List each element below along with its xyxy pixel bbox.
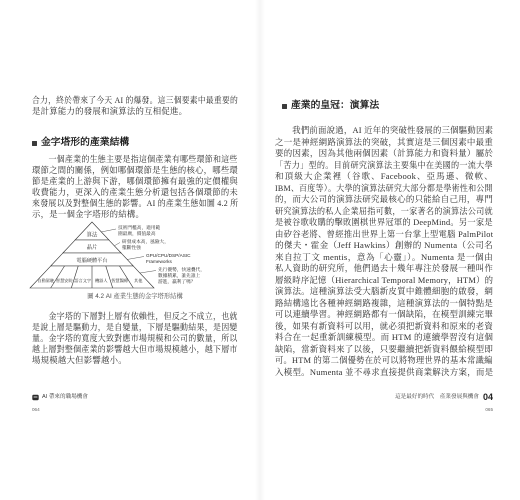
paragraph-line: 收費能力，更深入的產業生態分析還包括各個環節的未 [32, 188, 239, 197]
section-heading [282, 100, 379, 112]
paragraph-line: 環節之間的關係，例如哪個環節是生態的核心，哪些環 [32, 166, 239, 175]
paragraph-line: 「苦力」型的。目前研究演算法主要集中在美國的一流大學 [275, 159, 493, 170]
paragraph-line: 路結構遠比各種神經網路複雜，這種演算法的一個特點是 [275, 297, 494, 308]
paragraph-line: 合力，終於帶來了今天 AI 的爆發。這三個要素中最重要的 [32, 96, 239, 105]
intro-paragraph [32, 95, 238, 117]
paragraph-line: 料合在一起重新訓練模型。而 HTM 的連續學習沒有這個 [275, 332, 494, 342]
page-number: 065 [485, 407, 493, 412]
pyramid-diagram [28, 220, 238, 292]
section-heading-text: 金字塔形的產業結構 [41, 137, 130, 148]
annotation-chip: 研發成本高，風險大， [122, 239, 169, 244]
paragraph-line: 的傑夫・霍金（Jeff Hawkins）創辦的 Numenta（公司名 [275, 240, 493, 250]
application-label: 智慧安防 [55, 278, 73, 283]
paragraph-line: 之一是神經網路演算法的突破，其實這是三個因素中最重 [275, 136, 494, 147]
ecosystem-paragraph [32, 154, 238, 220]
paragraph-line: 是說上層是驅動力，是自變量，下層是驅動結果，是因變 [32, 323, 238, 332]
paragraph-line: 演算法。這種演算法受大腦新皮質中錐體細胞的啟發，網 [275, 286, 494, 296]
left-running-footer [32, 392, 88, 402]
annotation-algorithm: 技術門檻高，適用範 [118, 225, 161, 230]
paragraph-line: 場規模越大但影響越小。 [32, 356, 127, 365]
paragraph-line: 一個產業的生態主要是指這個產業有哪些環節和這些 [32, 155, 238, 164]
leader-line [101, 229, 116, 232]
application-label: 機器人 [94, 278, 108, 283]
algorithm-paragraph [275, 125, 493, 378]
running-head-text: 這是最好的時代 產業發展與機會 [395, 394, 479, 400]
paragraph-line: 金字塔的下層對上層有依賴性，但反之不成立，也就 [32, 312, 238, 321]
paragraph-line: 入模型。Numenta 並不尋求直接提供商業解決方案，而是 [275, 366, 494, 377]
application-label: 自動駕駛 [37, 278, 55, 283]
paragraph-line: 缺陷，當新資料來了以後，只要繼續把新資料餵給模型即 [275, 343, 494, 354]
right-running-footer [395, 392, 493, 402]
paragraph-line: 私人資助的研究所，他們過去十幾年專注於發展一種叫作 [275, 263, 494, 273]
paragraph-line: 我們前面說過，AI 近年的突破性發展的三個驅動因素 [275, 125, 494, 135]
book-logo-icon [32, 394, 39, 401]
paragraph-line: 研究演算法的私人企業屈指可數，一家著名的演算法公司就 [275, 205, 493, 216]
paragraph-line: 要的因素，因為其他兩個因素（計算能力和資料量）屬於 [275, 148, 494, 158]
paragraph-line: 示，是一個金字塔形的結構。 [32, 210, 145, 219]
layer-label-algorithm: 算法 [86, 232, 98, 239]
right-page [261, 0, 520, 500]
annotation-chip: 壟斷性強 [122, 245, 141, 250]
paragraph-line: 是被谷歌收購的擊敗圍棋世界冠軍的 DeepMind。另一家是 [275, 217, 493, 227]
paragraph-line: 可。HTM 的第二個優勢在於可以將物理世界的基本常識編 [275, 355, 493, 365]
section-marker-icon [32, 141, 37, 146]
chapter-number: 04 [482, 392, 493, 402]
paragraph-line: 的，而大公司的演算法研究最核心的只能給自己用，專門 [275, 194, 494, 204]
paragraph-line: 可以連續學習。神經網路都有一個缺陷，在模型訓練完畢 [275, 309, 494, 319]
running-head-text: AI 帶來的職場機會 [42, 394, 88, 400]
paragraph-line: 來發展以及對整個生態的影響。AI 的產業生態如圖 4.2 所 [32, 199, 239, 208]
application-label: 其他 [134, 278, 143, 283]
leader-line [140, 271, 156, 274]
application-label: 語言文字 [74, 278, 92, 283]
section-heading-text: 產業的皇冠：演算法 [291, 100, 380, 111]
paragraph-line: 和頂級大企業裡（谷歌、Facebook、亞馬遜、微軟、 [275, 171, 493, 181]
paragraph-line: 由矽谷老將、曾經推出世界上第一台掌上型電腦 PalmPilot [275, 228, 494, 239]
pyramid-paragraph [32, 311, 238, 366]
application-label: 智慧醫療 [111, 278, 129, 283]
paragraph-line: 層級時序記憶（Hierarchical Temporal Memory，HTM）的 [275, 274, 494, 285]
paragraph-line: 量。金字塔的寬度大致對應市場規模和公司的數量，所以 [32, 334, 238, 343]
left-page [0, 0, 259, 500]
annotation-applications: 先行優勢，快速疊代， [158, 267, 205, 272]
page-number: 064 [32, 407, 40, 412]
layer-label-chip: 晶片 [86, 244, 98, 251]
paragraph-line: 後，如果有新資料可以用，就必須把新資料和原來的老資 [275, 320, 494, 331]
annotation-hardware: Frameworks [146, 259, 172, 264]
annotation-applications: 游進，贏利了嗎？ [158, 279, 196, 284]
figure-caption: 圖 4.2 AI 產業生態的金字塔形結構 [87, 293, 183, 300]
paragraph-line: 節是產業的上游與下游，哪個環節擁有最強的定價權與 [32, 177, 239, 186]
annotation-applications: 數據積累，誰先誰上 [158, 273, 201, 278]
annotation-algorithm: 圍最廣，價值最高 [118, 231, 156, 236]
layer-label-hardware: 電腦硬體平台 [76, 257, 108, 264]
paragraph-line: 越上層對整個產業的影響越大但市場規模越小，越下層市 [32, 345, 238, 354]
paragraph-line: IBM、百度等）。大學的演算法研究大部分都是學術性和公開 [275, 182, 493, 193]
leader-line [114, 243, 120, 247]
section-marker-icon [282, 104, 287, 109]
paragraph-line: 來自拉丁文 mentis，意為「心靈」）。Numenta 是一個由 [275, 251, 493, 262]
section-heading [32, 137, 129, 149]
annotation-hardware: GPU/CPU/DSP/ASIC [146, 253, 191, 258]
paragraph-line: 是計算能力的發展和演算法的互相促進。 [32, 107, 188, 116]
leader-line [127, 257, 144, 260]
